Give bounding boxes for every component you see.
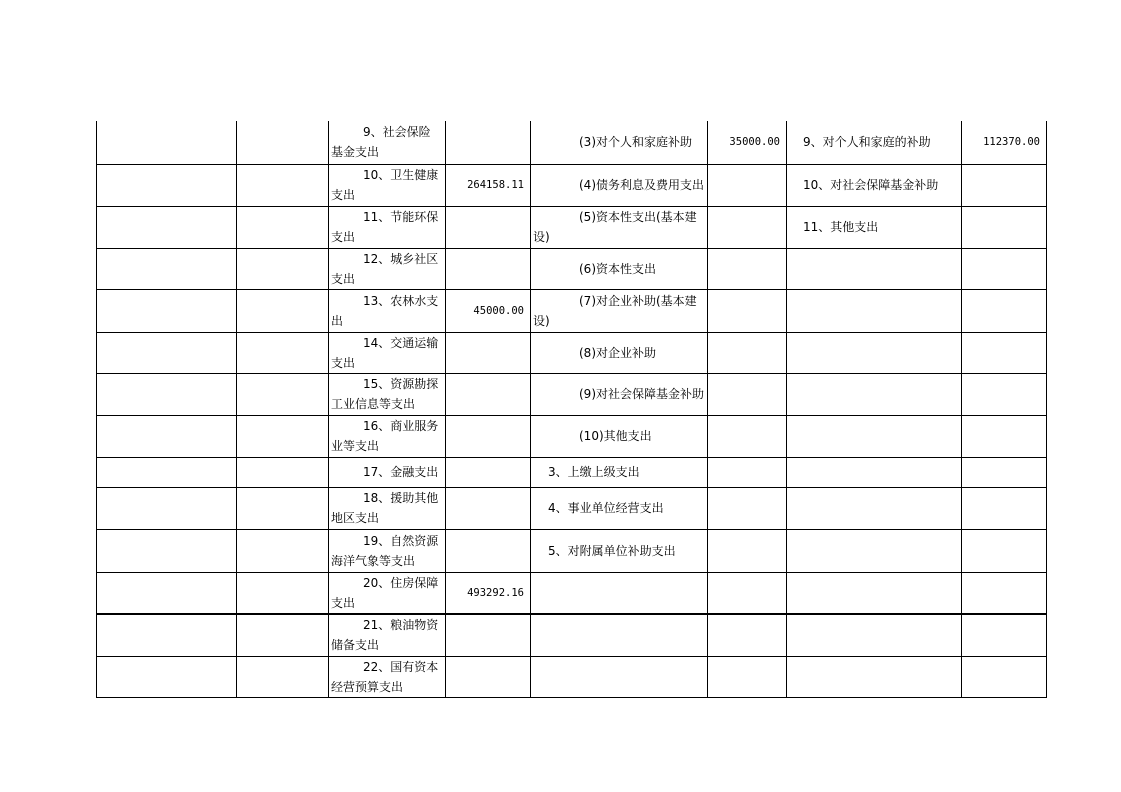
cell-text: 20、住房保障支出 (331, 575, 439, 610)
cell-text: (9)对社会保障基金补助 (579, 387, 704, 401)
table-cell (446, 487, 531, 529)
table-row (97, 614, 1047, 657)
table-cell (962, 332, 1047, 373)
table-cell (329, 529, 446, 572)
table-cell (97, 572, 237, 614)
table-cell (708, 415, 787, 457)
table-cell: 112370.00 (962, 121, 1047, 164)
table-cell (962, 614, 1047, 657)
table-cell (787, 572, 962, 614)
table-cell (329, 121, 446, 164)
table-cell (329, 657, 446, 698)
table-cell (97, 332, 237, 373)
table-row (97, 121, 1047, 164)
table-cell (329, 373, 446, 415)
table-cell (237, 457, 329, 487)
table-cell (329, 487, 446, 529)
table-row (97, 572, 1047, 614)
table-cell (446, 248, 531, 289)
table-cell (531, 373, 708, 415)
table-cell (531, 572, 708, 614)
cell-text: (6)资本性支出 (579, 261, 656, 276)
table-cell (962, 415, 1047, 457)
cell-text: 9、社会保险基金支出 (331, 125, 431, 160)
budget-expenditure-table (96, 121, 1047, 698)
table-cell: 35000.00 (708, 121, 787, 164)
cell-text: 12、城乡社区支出 (331, 251, 439, 286)
cell-text: (7)对企业补助(基本建设) (533, 293, 697, 328)
table-cell (446, 373, 531, 415)
table-cell (446, 614, 531, 657)
table-cell (237, 373, 329, 415)
table-cell (446, 206, 531, 248)
table-cell (97, 164, 237, 206)
table-cell (446, 121, 531, 164)
table-cell (97, 529, 237, 572)
table-cell (97, 248, 237, 289)
table-cell (531, 164, 708, 206)
table-cell (446, 415, 531, 457)
table-cell (531, 614, 708, 657)
table-cell (97, 657, 237, 698)
table-cell: 493292.16 (446, 572, 531, 614)
table-cell (531, 332, 708, 373)
cell-text: 5、对附属单位补助支出 (548, 543, 676, 558)
table-cell (97, 121, 237, 164)
cell-text: 22、国有资本经营预算支出 (331, 660, 439, 694)
table-cell (787, 487, 962, 529)
cell-text: 19、自然资源海洋气象等支出 (331, 533, 439, 568)
table-cell (97, 415, 237, 457)
table-cell (708, 373, 787, 415)
cell-text: (4)债务利息及费用支出 (579, 178, 704, 192)
table-cell (446, 332, 531, 373)
table-cell (787, 614, 962, 657)
table-cell (787, 657, 962, 698)
table-cell (787, 289, 962, 332)
cell-text: 16、商业服务业等支出 (331, 419, 439, 453)
table-cell (237, 332, 329, 373)
table-cell (237, 121, 329, 164)
cell-text: 11、节能环保支出 (331, 210, 439, 244)
table-cell (531, 657, 708, 698)
cell-text: 15、资源勘探工业信息等支出 (331, 377, 439, 411)
table-cell (708, 614, 787, 657)
table-cell (237, 529, 329, 572)
table-cell (708, 164, 787, 206)
table-cell (962, 487, 1047, 529)
table-cell (962, 206, 1047, 248)
table-cell (787, 529, 962, 572)
cell-text: (8)对企业补助 (579, 345, 656, 360)
table-cell (787, 248, 962, 289)
cell-text: 13、农林水支出 (331, 293, 439, 328)
table-cell (97, 457, 237, 487)
table-cell (237, 487, 329, 529)
cell-text: 14、交通运输支出 (331, 335, 439, 370)
table-cell (962, 572, 1047, 614)
cell-text: 17、金融支出 (363, 465, 439, 479)
table-row (97, 164, 1047, 206)
table-cell (962, 289, 1047, 332)
cell-text: 21、粮油物资储备支出 (331, 618, 439, 653)
cell-text: 10、卫生健康支出 (331, 168, 439, 202)
table-cell (962, 529, 1047, 572)
cell-text: 10、对社会保障基金补助 (803, 178, 939, 192)
table-cell (531, 457, 708, 487)
table-cell (446, 657, 531, 698)
table-cell (708, 529, 787, 572)
cell-text: (5)资本性支出(基本建设) (533, 210, 697, 244)
table-cell (787, 373, 962, 415)
table-cell (531, 206, 708, 248)
table-cell (237, 614, 329, 657)
table-row (97, 248, 1047, 289)
table-cell (787, 415, 962, 457)
table-cell (329, 289, 446, 332)
table-cell (446, 529, 531, 572)
cell-text: (10)其他支出 (579, 429, 652, 443)
table-cell (787, 164, 962, 206)
table-cell (237, 657, 329, 698)
table-cell (708, 332, 787, 373)
table-cell (708, 289, 787, 332)
cell-text: (3)对个人和家庭补助 (579, 135, 692, 150)
table-row (97, 657, 1047, 698)
table-cell: 264158.11 (446, 164, 531, 206)
table-cell (962, 164, 1047, 206)
table-cell (446, 457, 531, 487)
table-cell (531, 529, 708, 572)
table-cell (531, 415, 708, 457)
table-cell (237, 572, 329, 614)
table-cell (237, 164, 329, 206)
table-cell (708, 572, 787, 614)
table-cell (708, 487, 787, 529)
table-cell (787, 332, 962, 373)
table-cell (787, 457, 962, 487)
table-cell (708, 206, 787, 248)
table-cell (787, 121, 962, 164)
table-cell: 45000.00 (446, 289, 531, 332)
table-cell (329, 572, 446, 614)
table-row (97, 487, 1047, 529)
table-cell (531, 289, 708, 332)
table-cell (97, 206, 237, 248)
table-cell (97, 373, 237, 415)
cell-text: 4、事业单位经营支出 (548, 501, 664, 515)
table-cell (329, 332, 446, 373)
table-cell (329, 457, 446, 487)
table-cell (329, 248, 446, 289)
cell-text: 9、对个人和家庭的补助 (803, 135, 931, 150)
table-cell (329, 415, 446, 457)
table-cell (97, 487, 237, 529)
cell-text: 3、上缴上级支出 (548, 465, 640, 479)
cell-text: 11、其他支出 (803, 220, 879, 234)
table-row (97, 332, 1047, 373)
table-cell (237, 415, 329, 457)
table-cell (531, 487, 708, 529)
table-cell (962, 248, 1047, 289)
table-row (97, 206, 1047, 248)
table-cell (97, 614, 237, 657)
table-cell (962, 657, 1047, 698)
table-cell (962, 373, 1047, 415)
table-cell (237, 206, 329, 248)
table-cell (329, 206, 446, 248)
table-cell (237, 289, 329, 332)
table-cell (97, 289, 237, 332)
table-cell (329, 614, 446, 657)
table-row (97, 289, 1047, 332)
table-cell (531, 121, 708, 164)
table-row (97, 373, 1047, 415)
table-cell (708, 248, 787, 289)
table-cell (329, 164, 446, 206)
table-row (97, 415, 1047, 457)
table-cell (708, 457, 787, 487)
table-cell (237, 248, 329, 289)
table-cell (787, 206, 962, 248)
table-row (97, 457, 1047, 487)
table-row (97, 529, 1047, 572)
table-cell (708, 657, 787, 698)
cell-text: 18、援助其他地区支出 (331, 491, 439, 525)
table-cell (531, 248, 708, 289)
table-cell (962, 457, 1047, 487)
